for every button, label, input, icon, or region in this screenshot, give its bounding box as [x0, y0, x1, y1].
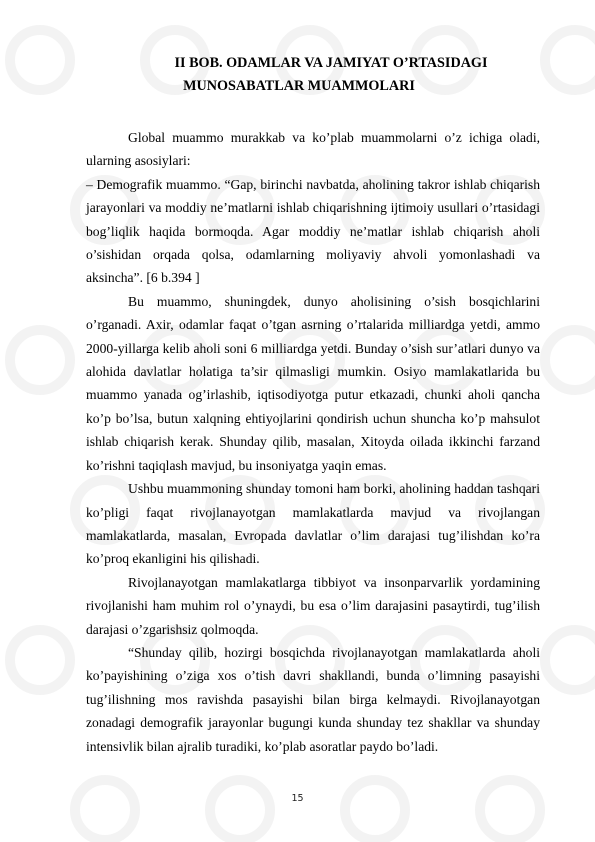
page-number: 15 [291, 793, 304, 804]
chapter-title-line-2: MUNOSABATLAR MUAMMOLARI [183, 78, 415, 94]
paragraph-medical-aid: Rivojlanayotgan mamlakatlarga tibbiyot va insonparvarlik yordamining rivojlanishi ham muhim rol o’ynaydi, bu esa o’lim darajasini pasaytirdi, tug’ilish darajasi o’zgarishsiz qolmoqda. [86, 574, 540, 637]
paragraph-demographic-problem: ‒ Demografik muammo. “Gap, birinchi navbatda, aholining takror ishlab chiqarish jarayonlari va moddiy ne’matlarni ishlab chiqarishning ijtimoiy usullari o’rtasidagi bog’liqlik haqida bormoqda. Agar moddiy ne’matlar ishlab chiqarish aholi o’sishidan orqada qolsa, odamlarning moliyaviy ahvoli yomonlashadi va aksincha”. [6 b.394 ] [86, 176, 540, 286]
document-page [86, 52, 540, 758]
body-text [86, 126, 540, 758]
chapter-title [86, 52, 540, 98]
chapter-title-line-1: II BOB. ODAMLAR VA JAMIYAT O’RTASIDAGI [174, 55, 488, 71]
paragraph-transition-period: “Shunday qilib, hozirgi bosqichda rivojlanayotgan mamlakatlarda aholi ko’payishining o’ziga xos o’tish davri shakllandi, bunda o’limning pasayishi tug’ilishning mos ravishda pasayishi bilan birga kelmaydi. Rivojlanayotgan zonadagi demografik jarayonlar bugungi kunda shunday tez shakllar va shunday intensivlik bilan ajralib turadiki, ko’plab asoratlar paydo bo’ladi. [86, 644, 540, 754]
paragraph-overpopulation-side: Ushbu muammoning shunday tomoni ham borki, aholining haddan tashqari ko’pligi faqat rivojlanayotgan mamlakatlarda mavjud va rivojlangan mamlakatlarda, masalan, Evropada davlatlar o’lim darajasi tug’ilishdan ko’ra ko’proq ekanligini his qilishadi. [86, 481, 540, 567]
paragraph-intro: Global muammo murakkab va ko’plab muammolarni o’z ichiga oladi, ularning asosiylari: [86, 130, 540, 169]
paragraph-population-growth: Bu muammo, shuningdek, dunyo aholisining o’sish bosqichlarini o’rganadi. Axir, odamlar faqat o’tgan asrning o’rtalarida milliardga yetdi, ammo 2000-yillarga kelib aholi soni 6 milliardga yetdi. Bunday o’sish sur’atlari dunyo va alohida davlatlar holatiga ta’sir qilmasligi mumkin. Osiyo mamlakatlarida bu muammo yanada og’irlashib, iqtisodiyotga putur etkazadi, chunki aholi qancha ko’p bo’lsa, butun xalqning ehtiyojlarini qondirish uchun shuncha ko’p mahsulot ishlab chiqarish kerak. Shunday qilib, masalan, Xitoyda oilada ikkinchi farzand ko’rishni taqiqlash mavjud, bu insoniyatga yaqin emas. [86, 293, 540, 473]
